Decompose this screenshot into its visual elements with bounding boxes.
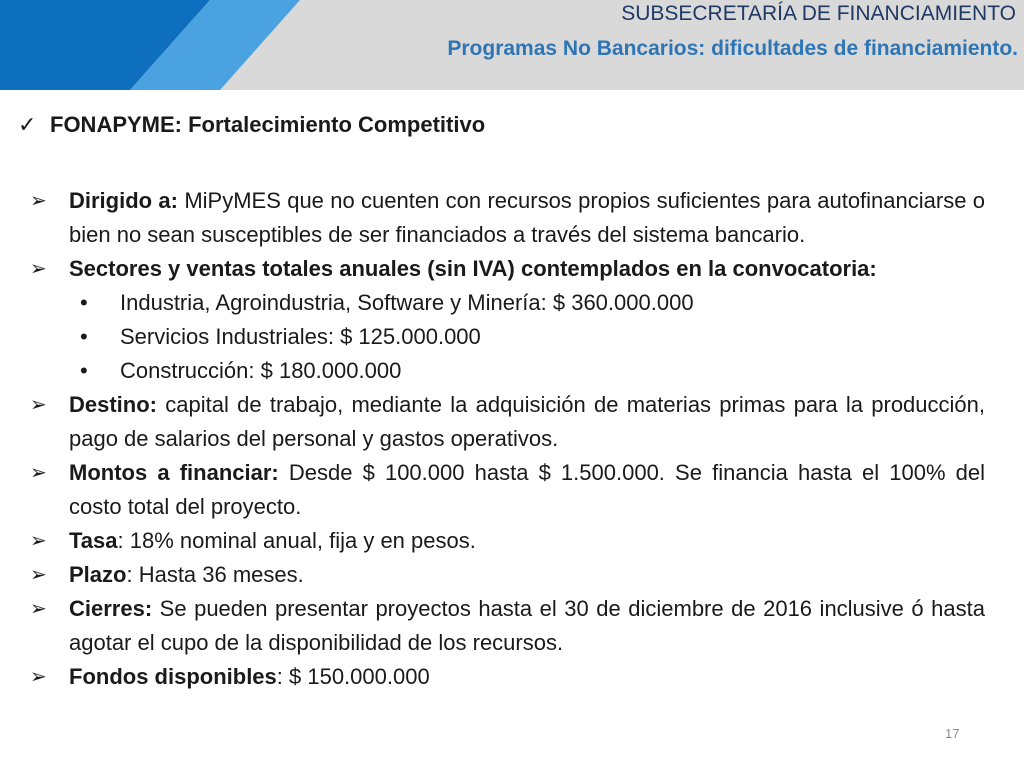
bullet-dot-icon: • — [80, 324, 88, 349]
sub-item-text: Servicios Industriales: $ 125.000.000 — [120, 324, 481, 349]
item-text: MiPyMES que no cuenten con recursos propios suficientes para autofinanciarse o bien no sean susceptibles de ser financiados a través del sistema bancario. — [69, 188, 985, 247]
header-banner — [0, 0, 1024, 90]
page-number: 17 — [945, 726, 960, 741]
sub-item-construccion — [30, 354, 985, 388]
header-subtitle: Programas No Bancarios: dificultades de financiamiento. — [447, 37, 1018, 60]
list-item-sectores — [30, 252, 985, 286]
list-item-dirigido — [30, 184, 985, 252]
arrow-bullet-icon: ➢ — [30, 190, 47, 212]
arrow-bullet-icon: ➢ — [30, 666, 47, 688]
checkmark-icon: ✓ — [18, 112, 37, 137]
content-list — [30, 184, 985, 694]
arrow-bullet-icon: ➢ — [30, 258, 47, 280]
item-text: : Hasta 36 meses. — [126, 562, 304, 587]
arrow-bullet-icon: ➢ — [30, 598, 47, 620]
item-label: Plazo — [69, 562, 127, 587]
sub-item-servicios — [30, 320, 985, 354]
arrow-bullet-icon: ➢ — [30, 564, 47, 586]
list-item-montos — [30, 456, 985, 524]
item-label: Sectores y ventas totales anuales (sin IVA) contemplados en la convocatoria: — [69, 256, 877, 281]
item-label: Dirigido a: — [69, 188, 178, 213]
list-item-cierres — [30, 592, 985, 660]
item-text: : 18% nominal anual, fija y en pesos. — [117, 528, 476, 553]
list-item-tasa — [30, 524, 985, 558]
arrow-bullet-icon: ➢ — [30, 462, 47, 484]
item-label: Destino: — [69, 392, 157, 417]
item-label: Cierres: — [69, 596, 153, 621]
list-item-fondos — [30, 660, 985, 694]
bullet-dot-icon: • — [80, 358, 88, 383]
sub-item-text: Construcción: $ 180.000.000 — [120, 358, 402, 383]
item-label: Fondos disponibles — [69, 664, 277, 689]
list-item-plazo — [30, 558, 985, 592]
header-title: SUBSECRETARÍA DE FINANCIAMIENTO — [621, 2, 1016, 25]
sub-item-text: Industria, Agroindustria, Software y Minería: $ 360.000.000 — [120, 290, 694, 315]
item-text: Se pueden presentar proyectos hasta el 30 de diciembre de 2016 inclusive ó hasta agotar el cupo de la disponibilidad de los recursos. — [69, 596, 985, 655]
section-title — [18, 112, 485, 138]
item-label: Montos a financiar: — [69, 460, 279, 485]
arrow-bullet-icon: ➢ — [30, 530, 47, 552]
item-text: Desde $ 100.000 hasta $ 1.500.000. Se financia hasta el 100% del costo total del proyecto. — [69, 460, 986, 519]
item-text: capital de trabajo, mediante la adquisición de materias primas para la producción, pago de salarios del personal y gastos operativos. — [69, 392, 985, 451]
sub-item-industria — [30, 286, 985, 320]
item-text: : $ 150.000.000 — [276, 664, 430, 689]
list-item-destino — [30, 388, 985, 456]
section-title-text: FONAPYME: Fortalecimiento Competitivo — [50, 112, 486, 137]
bullet-dot-icon: • — [80, 290, 88, 315]
arrow-bullet-icon: ➢ — [30, 394, 47, 416]
item-label: Tasa — [69, 528, 118, 553]
